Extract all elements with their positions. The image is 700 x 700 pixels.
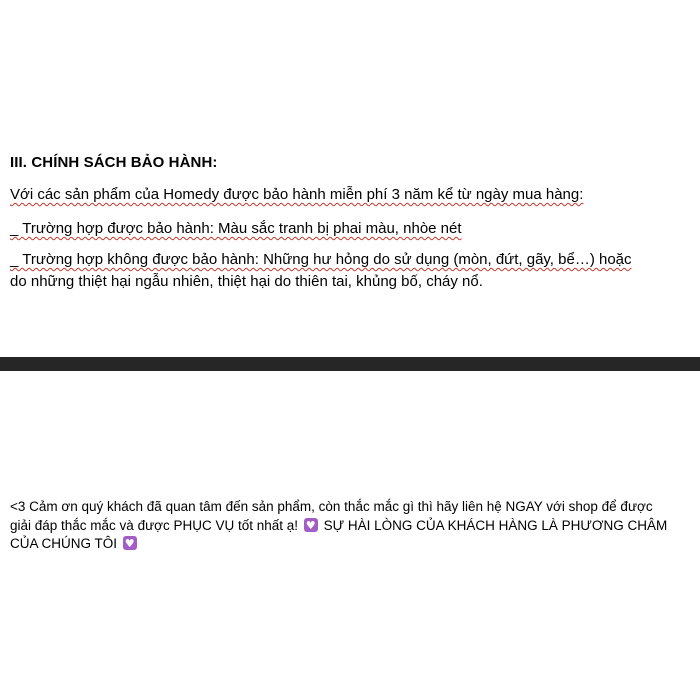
warranty-not-covered-line2: do những thiệt hại ngẫu nhiên, thiệt hại do thiên tai, khủng bố, cháy nổ.: [10, 273, 483, 290]
warranty-not-covered-line1-text: _ Trường hợp không được bảo hành: Những hư hỏng do sử dụng (mòn, đứt, gãy, bể…) hoặc: [10, 251, 632, 268]
warranty-covered: [10, 217, 462, 241]
warranty-intro-text: Với các sản phẩm của Homedy được bảo hành miễn phí 3 năm kể từ ngày mua hàng:: [10, 186, 584, 203]
closing-text-part2: SỰ HÀI LÒNG CỦA KHÁCH HÀNG LÀ PHƯƠNG CHÂM CỦA CHÚNG TÔI: [10, 517, 668, 551]
warranty-covered-text: _ Trường hợp được bảo hành: Màu sắc tranh bị phai màu, nhòe nét: [10, 220, 462, 237]
warranty-heading: III. CHÍNH SÁCH BẢO HÀNH:: [10, 154, 218, 171]
purple-heart-icon: [304, 518, 318, 532]
closing-text-part1: <3 Cảm ơn quý khách đã quan tâm đến sản phẩm, còn thắc mắc gì thì hãy liên hệ NGAY với shop để được giải đáp thắc mắc và được PHỤC VỤ tốt nhất ạ!: [10, 499, 653, 533]
purple-heart-icon: [123, 536, 137, 550]
closing-message: [10, 498, 670, 554]
page-divider: [0, 357, 700, 371]
warranty-intro: [10, 183, 583, 207]
warranty-not-covered-line1: [10, 248, 632, 272]
